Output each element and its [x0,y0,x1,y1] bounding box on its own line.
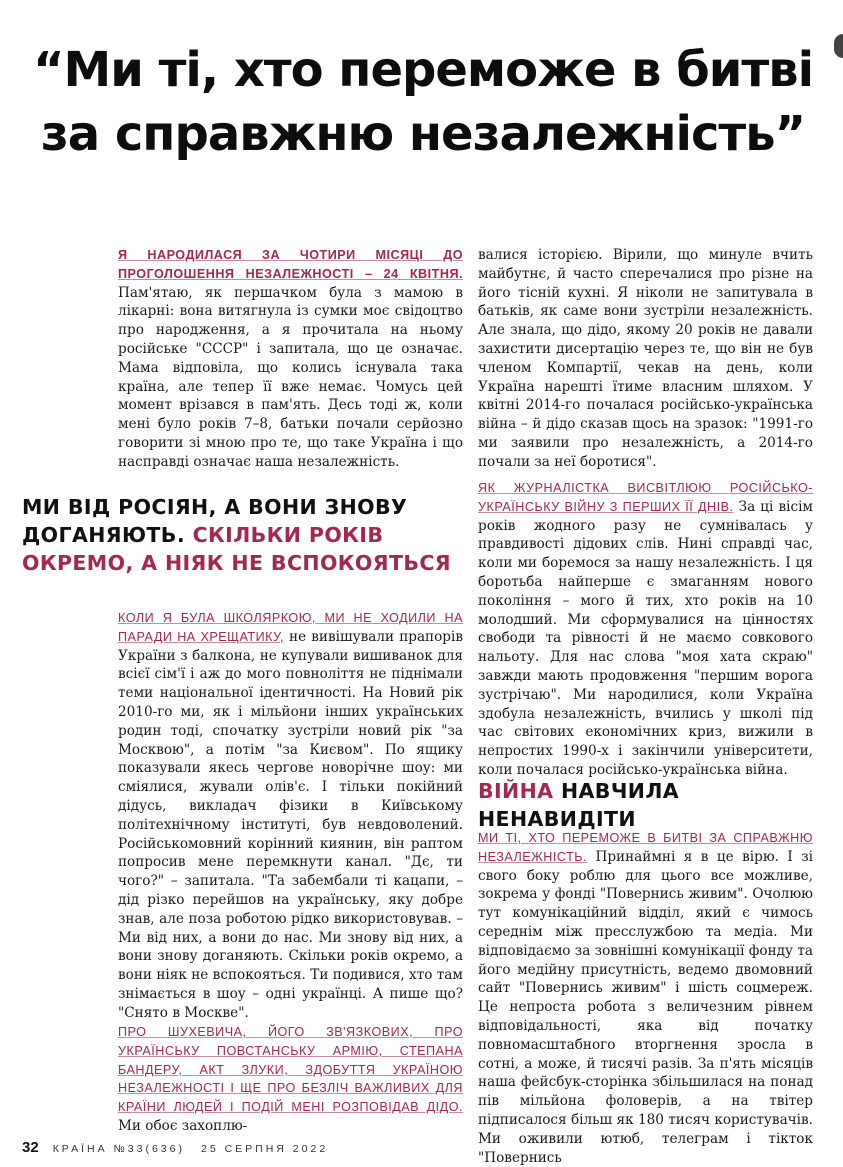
lead-in: КОЛИ Я БУЛА ШКОЛЯРКОЮ, МИ НЕ ХОДИЛИ НА ПАРАДИ НА ХРЕЩАТИКУ, [118,611,463,644]
subheading-black: МИ ВІД РОСІЯН, А ВОНИ ЗНОВУ ДОГАНЯЮТЬ. [22,495,408,547]
left-paragraph-3 [118,1023,463,1136]
page-edge-mark [834,34,843,58]
subheading-accent: СКІЛЬКИ РОКІВ ОКРЕМО, А НІЯК НЕ ВСПОКОЯТЬСЯ [22,523,451,575]
paragraph-text: Принаймні я в це вірю. І зі свого боку роблю для цього все можливе, зокрема у фонді "Повернись живим". Очолюю тут комунікаційний відділ, який є чимось середнім між пресслужбою та медіа. Ми відповідаємо за зовнішні комунікації фонду та його медійну присутність, ведемо двомовний сайт "Повернись живим" і шість соцмереж. Це непроста робота з величезним рівнем відповідальності, яка від початку повномасштабного вторгнення зросла в сотні, а може, й тисячі разів. За п'ять місяців наша фейсбук-сторінка збільшилася на понад пів мільйона фоловерів, а на твітер підписалося більш як 180 тисяч користувачів. Ми оживили ютюб, телеграм і тікток "Повернись [478,848,813,1166]
paragraph-text: валися історією. Вірили, що минуле вчить майбутнє, й часто сперечалися про різне на його тісній кухні. Я ніколи не запитувала в батьків, як саме вони зустріли незалежність. Але знала, що дідо, якому 20 років не давали захистити дисертацію через те, що він не був членом Компартії, чекав на день, коли Україна нарешті їтиме власним шляхом. У квітні 2014-го почалася російсько-українська війна – й дідо сказав щось на зразок: "1991-го ми заявили про незалежність, а 2014-го почали за неї боротися". [478,247,813,470]
lead-in: ПРО ШУХЕВИЧА, ЙОГО ЗВ'ЯЗКОВИХ, ПРО УКРАЇНСЬКУ ПОВСТАНСЬКУ АРМІЮ, СТЕПАНА БАНДЕРУ, АКТ ЗЛУКИ, ЗДОБУТТЯ УКРАЇНОЮ НЕЗАЛЕЖНОСТІ І ЩЕ ПРО БЕЗЛІЧ ВАЖЛИВИХ ДЛЯ КРАЇНИ ЛЮДЕЙ І ПОДІЙ МЕНІ РОЗПОВІДАВ ДІДО. [118,1025,463,1115]
subheading-black: НАВЧИЛА НЕНАВИДІТИ [478,779,680,831]
article-title [18,38,828,166]
subheading-1 [22,493,462,577]
left-paragraph-1 [118,246,463,472]
page-footer [22,1139,328,1156]
left-paragraph-2 [118,609,463,1023]
lead-in: Я НАРОДИЛАСЯ ЗА ЧОТИРИ МІСЯЦІ ДО ПРОГОЛОШЕННЯ НЕЗАЛЕЖНОСТІ – 24 КВІТНЯ. [118,248,463,281]
subheading-accent: ВІЙНА [478,779,554,803]
subheading-2 [478,777,818,833]
lead-in: ЯК ЖУРНАЛІСТКА ВИСВІТЛЮЮ РОСІЙСЬКО-УКРАЇНСЬКУ ВІЙНУ З ПЕРШИХ ЇЇ ДНІВ. [478,481,813,514]
issue-date: 25 СЕРПНЯ 2022 [200,1143,329,1155]
right-paragraph-3 [478,829,813,1167]
title-line-2: за справжню незалежність” [40,106,806,162]
lead-in: МИ ТІ, ХТО ПЕРЕМОЖЕ В БИТВІ ЗА СПРАВЖНЮ НЕЗАЛЕЖНІСТЬ. [478,831,813,864]
page-number: 32 [22,1139,39,1156]
paragraph-text: За ці вісім років жодного разу не сумнівалась у правдивості дідових слів. Нині справді час, коли ми боремося за нашу незалежність. І ця боротьба найперше є змаганням нового покоління – мого й тих, хто років на 10 молодший. Ми сформувалися на цінностях свободи та рівності й не маємо совкового нальоту. Для нас слова "моя хата скраю" завжди мають продовження "першим ворога зустрічаю". Ми народилися, коли Україна здобула незалежність, вчились у школі під час світових економічних криз, вижили в непростих 1990-х і закінчили університети, коли почалася російсько-українська війна. [478,498,813,778]
right-paragraph-1 [478,246,813,472]
title-line-1: “Ми ті, хто переможе в битві [32,42,814,98]
paragraph-text: Ми обоє захоплю- [118,1117,248,1134]
right-paragraph-2 [478,479,813,780]
publication-issue: КРАЇНА №33(636) [52,1143,185,1155]
paragraph-text: Пам'ятаю, як першачком була з мамою в лікарні: вона витягнула із сумки моє свідоцтво про народження, а я прочитала на ньому російське "СССР" і запитала, що це означає. Мама відповіла, що колись існувала така країна, але тепер її вже немає. Чомусь цей момент врізався в пам'ять. Десь тоді ж, коли мені було років 7–8, батьки почали серйозно говорити зі мною про те, що таке Україна і що насправді означає наша незалежність. [118,284,463,470]
paragraph-text: не вивішували прапорів України з балкона, не купували вишиванок для всієї сім'ї і аж до мого повноліття не піднімали теми національної ідентичності. На Новий рік 2010-го ми, як і мільйони інших українських родин тоді, спочатку зустріли новий рік "за Москвою", а потім "за Києвом". По ящику показували якесь чергове новорічне шоу: ми сміялися, жували олів'є. І тільки покійний дідусь, викладач фізики в Київському політехнічному інституті, був невдоволений. Російськомовний корінний киянин, він раптом попросив мене перемкнути канал. "Дє, ти чого?" – запитала. "Та забембали ті кацапи, – дід різко перейшов на українську, яку добре знав, але поза роботою рідко використовував. – Ми від них, а вони до нас. Ми знову від них, а вони знову доганяють. Скільки років окремо, а вони ніяк не вспокояться. Ти подивися, хто там знімається в шоу – одні українці. А пише що? "Снято в Москве". [118,628,464,1021]
